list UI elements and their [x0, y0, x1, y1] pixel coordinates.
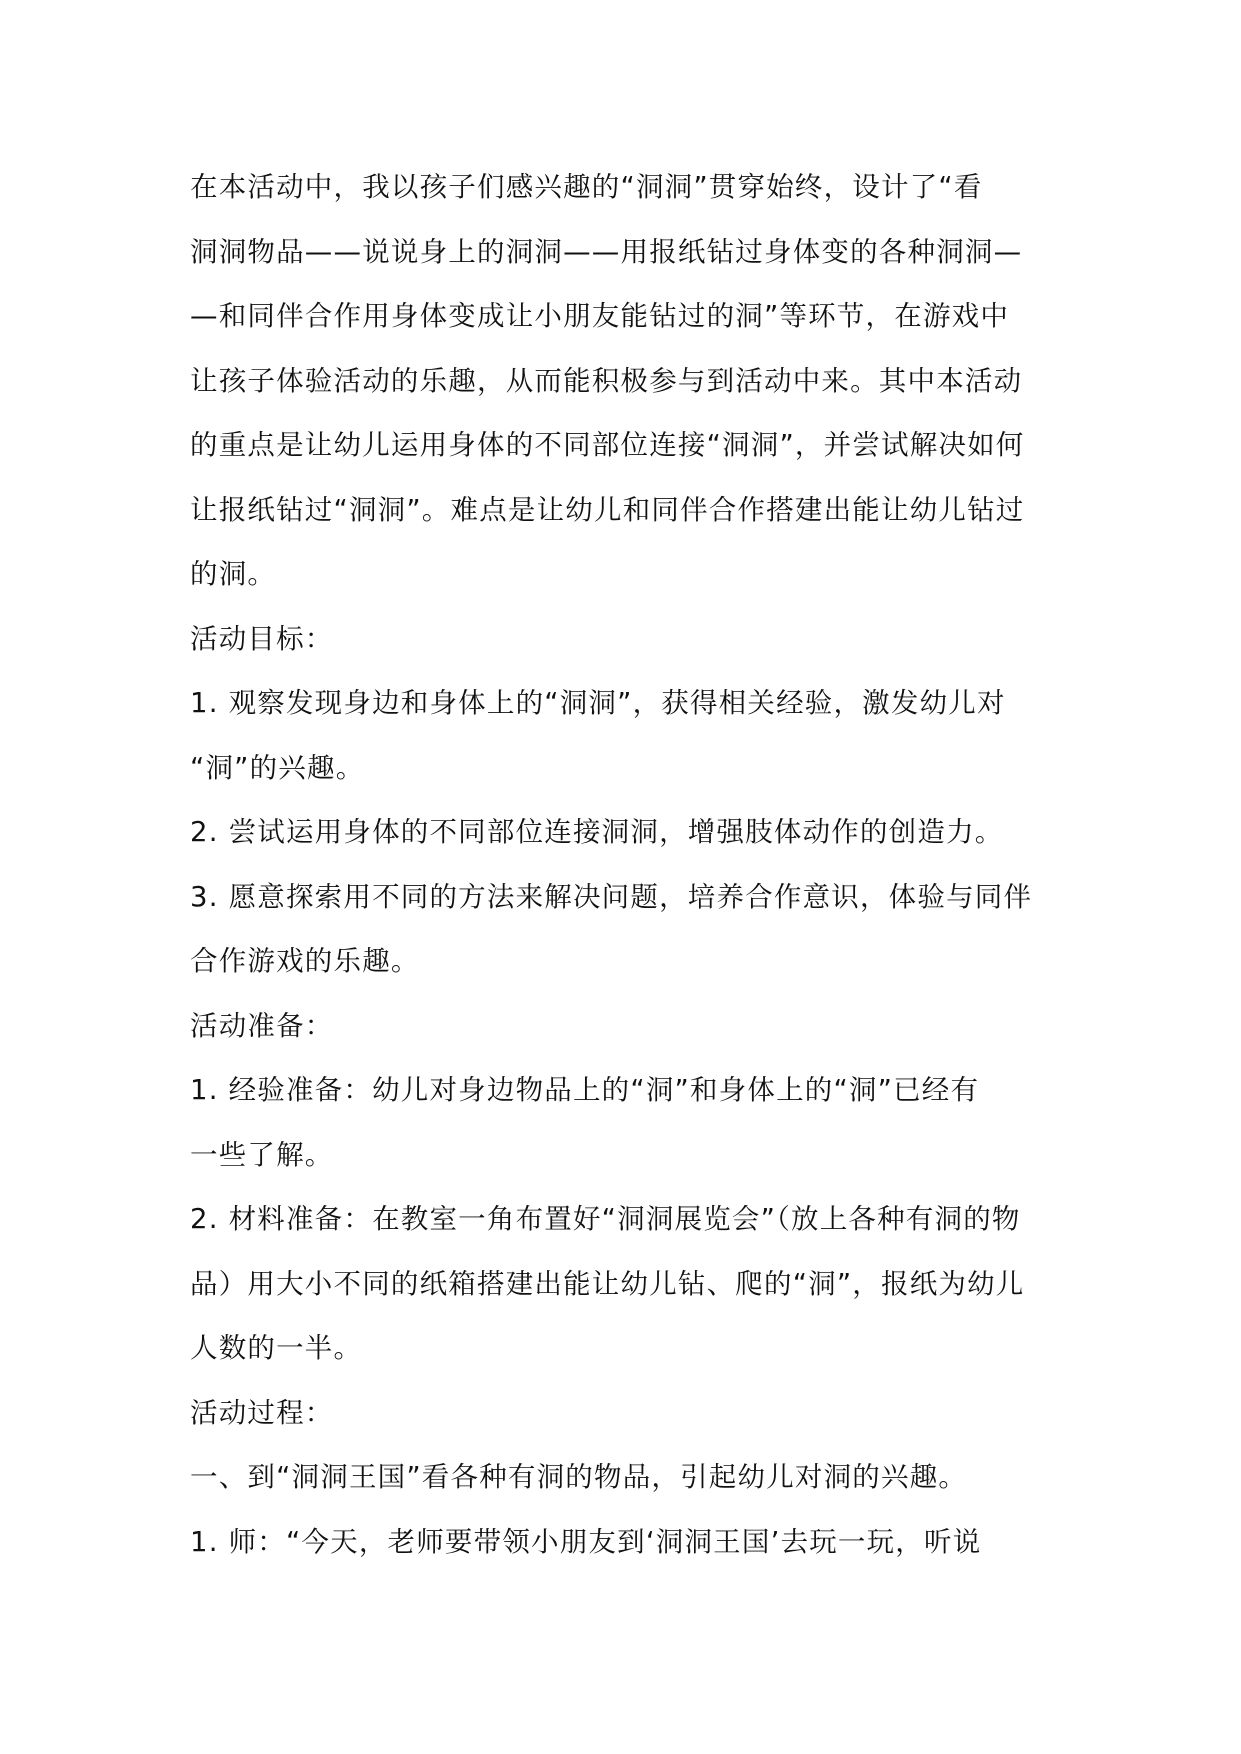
intro-line-2: 洞洞物品——说说身上的洞洞——用报纸钻过身体变的各种洞洞—	[190, 235, 1023, 268]
process-step-1-item-1: 1. 师：“今天，老师要带领小朋友到‘洞洞王国’去玩一玩，听说	[190, 1525, 982, 1558]
goal-1-line-2: “洞”的兴趣。	[190, 751, 365, 784]
prep-2-line-2: 品）用大小不同的纸箱搭建出能让幼儿钻、爬的“洞”，报纸为幼儿	[190, 1267, 1025, 1300]
intro-line-6: 让报纸钻过“洞洞”。难点是让幼儿和同伴合作搭建出能让幼儿钻过	[190, 493, 1025, 526]
prep-2-line-1: 2. 材料准备：在教室一角布置好“洞洞展览会”（放上各种有洞的物	[190, 1203, 1021, 1235]
goal-3-line-2: 合作游戏的乐趣。	[190, 945, 420, 977]
intro-line-3: —和同伴合作用身体变成让小朋友能钻过的洞”等环节，在游戏中	[190, 300, 1010, 332]
prep-1-line-1: 1. 经验准备：幼儿对身边物品上的“洞”和身体上的“洞”已经有	[190, 1074, 980, 1106]
goal-1-line-1: 1. 观察发现身边和身体上的“洞洞”，获得相关经验，激发幼儿对	[190, 687, 1006, 719]
document-body	[190, 155, 1070, 1574]
process-step-1-heading: 一、到“洞洞王国”看各种有洞的物品，引起幼儿对洞的兴趣。	[190, 1461, 968, 1493]
intro-line-1: 在本活动中，我以孩子们感兴趣的“洞洞”贯穿始终，设计了“看	[190, 171, 983, 203]
section-heading-goals: 活动目标：	[190, 622, 334, 655]
section-heading-process: 活动过程：	[190, 1396, 334, 1429]
intro-line-5: 的重点是让幼儿运用身体的不同部位连接“洞洞”，并尝试解决如何	[190, 429, 1025, 461]
goal-3-line-1: 3. 愿意探索用不同的方法来解决问题，培养合作意识，体验与同伴	[190, 880, 1033, 913]
goal-2: 2. 尝试运用身体的不同部位连接洞洞，增强肢体动作的创造力。	[190, 816, 1004, 848]
intro-line-7: 的洞。	[190, 558, 277, 590]
section-heading-preparation: 活动准备：	[190, 1009, 334, 1042]
prep-2-line-3: 人数的一半。	[190, 1332, 363, 1364]
intro-line-4: 让孩子体验活动的乐趣，从而能积极参与到活动中来。其中本活动	[190, 364, 1023, 397]
prep-1-line-2: 一些了解。	[190, 1138, 334, 1171]
